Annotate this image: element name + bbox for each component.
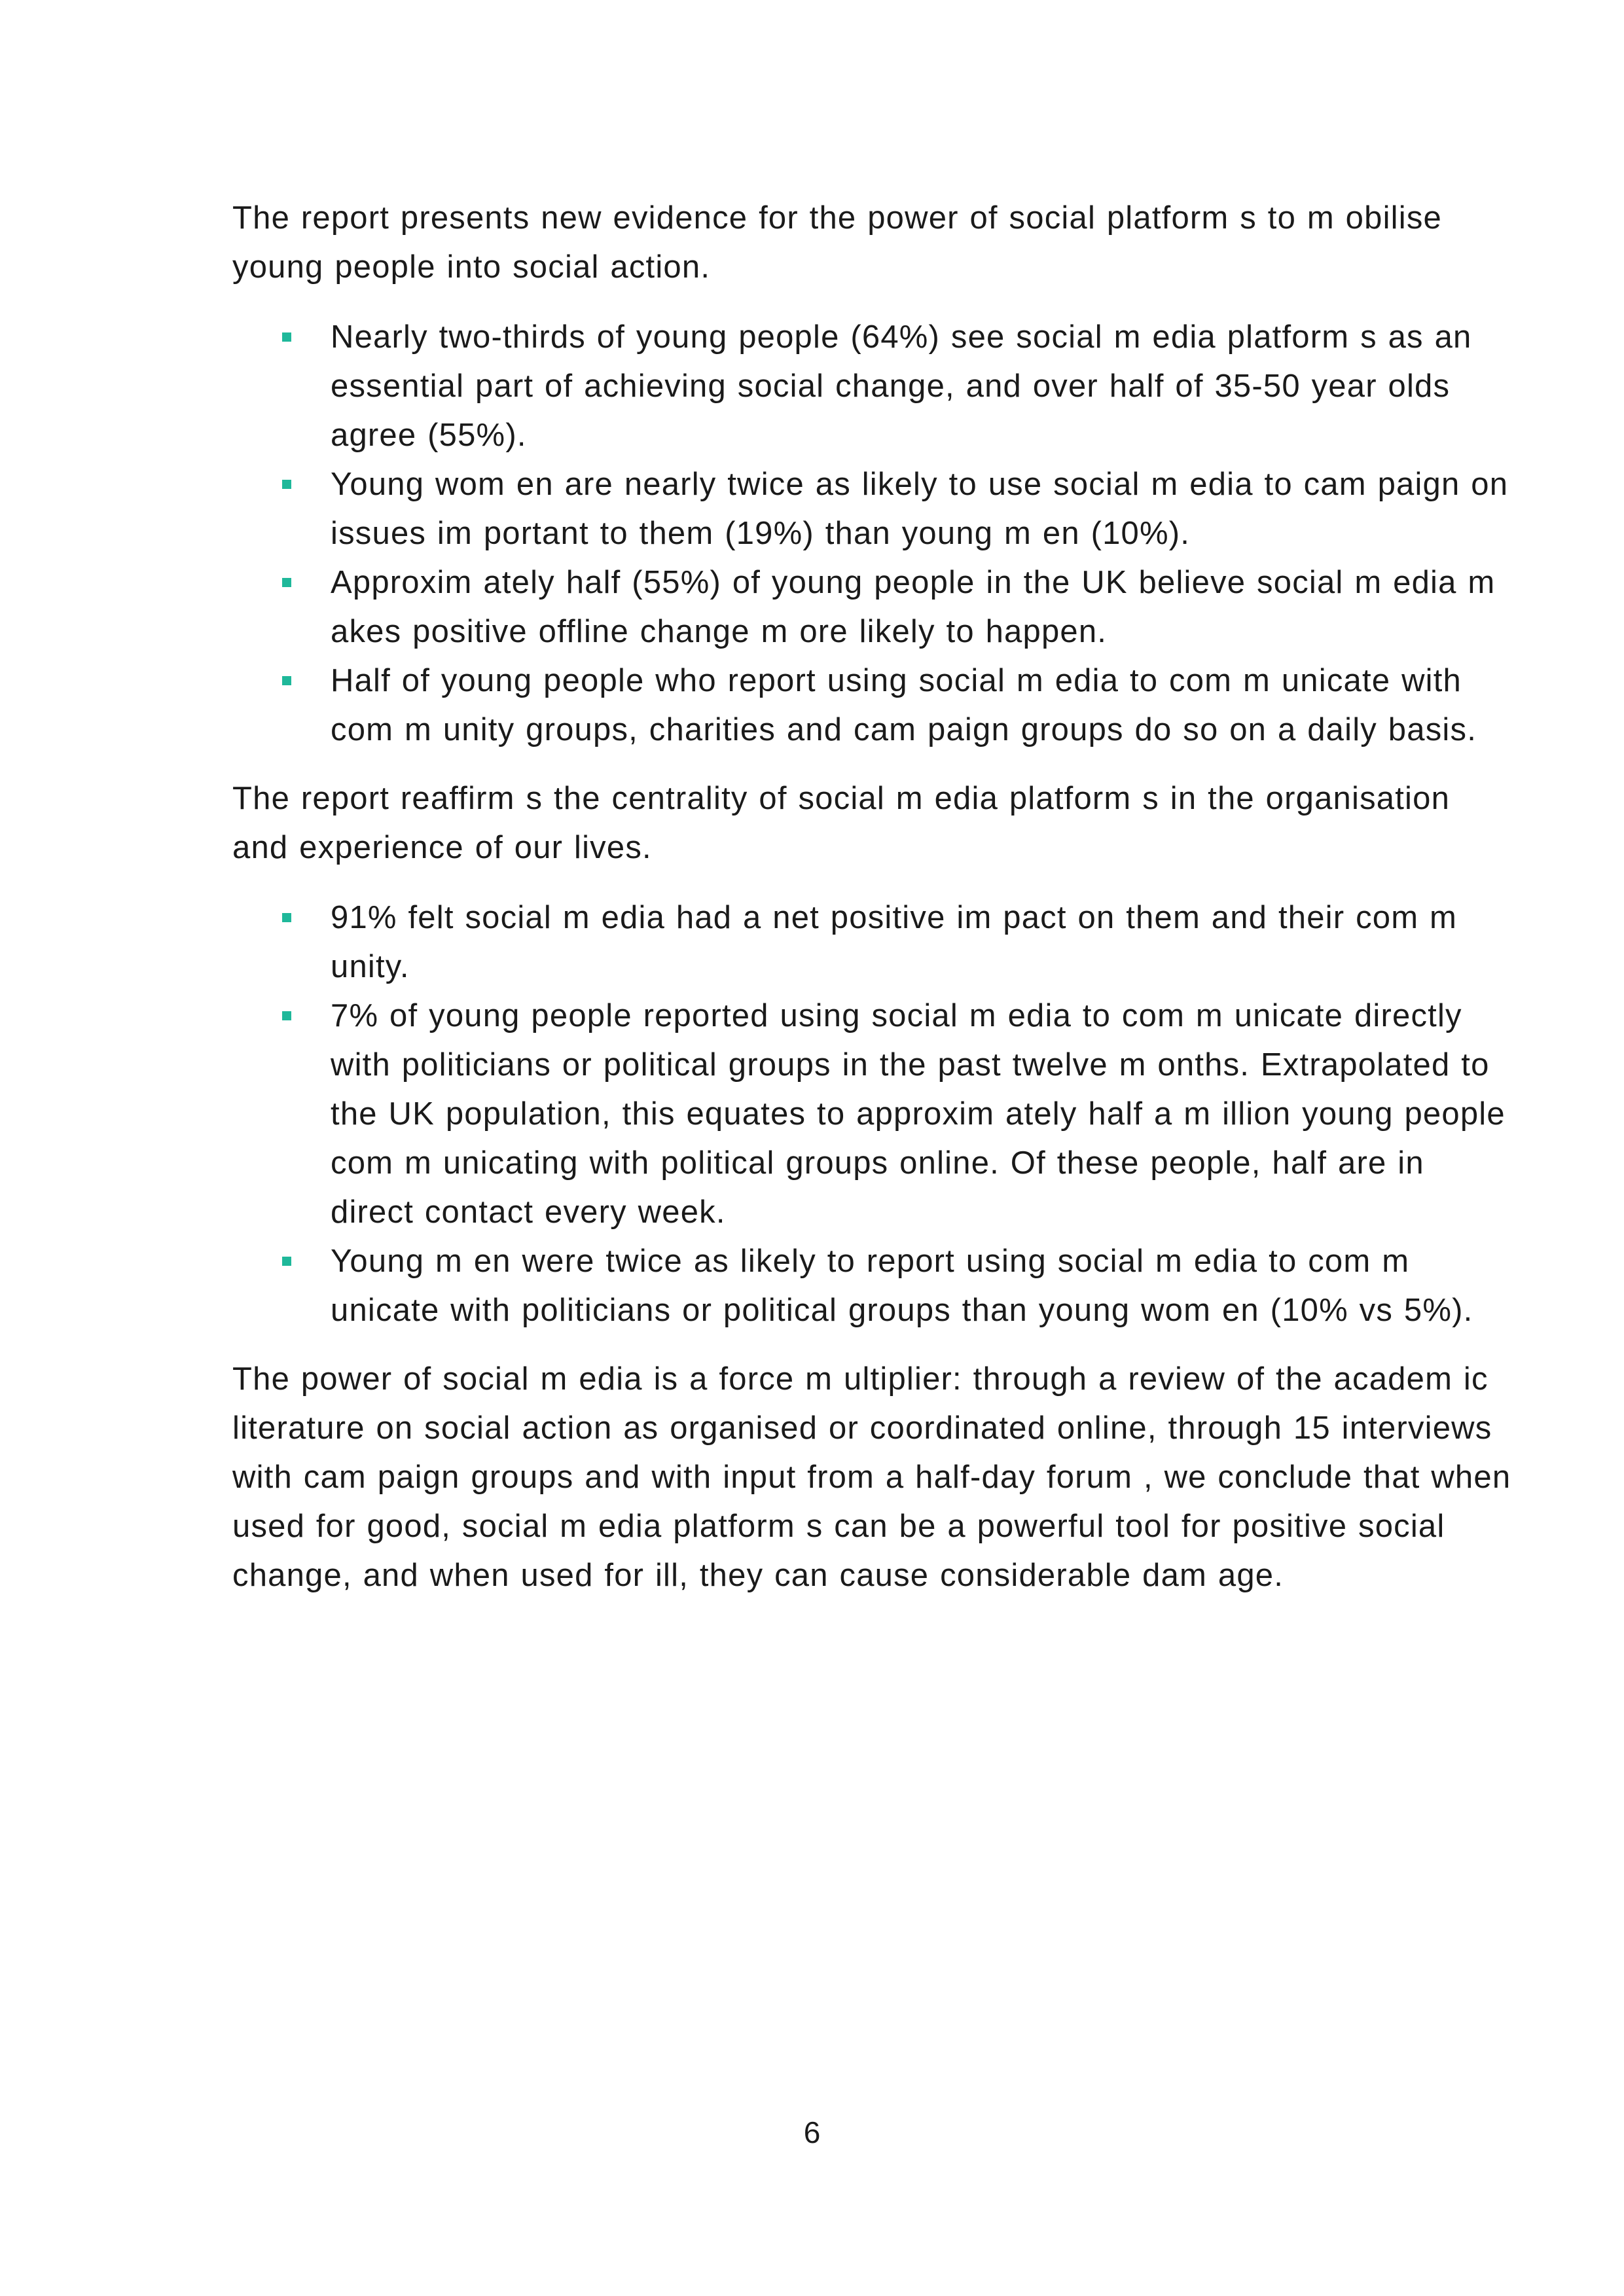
list-item: [331, 992, 1515, 1237]
list-item: [331, 558, 1515, 656]
square-bullet-icon: [282, 480, 291, 489]
square-bullet-icon: [282, 676, 291, 685]
list-item-text: 7% of young people reported using social m edia to com m unicate directly with politicians or political groups in the past twelve m onths. Extrapolated to the UK population, this equates to approxim ately half a m illion young people com m unicating with political groups online. Of these people, half are in direct contact every week.: [331, 998, 1506, 1230]
bullet-list-mobilise: [232, 313, 1515, 755]
square-bullet-icon: [282, 1011, 291, 1020]
square-bullet-icon: [282, 1257, 291, 1266]
list-item-text: 91% felt social m edia had a net positive im pact on them and their com m unity.: [331, 900, 1458, 984]
list-item-text: Half of young people who report using social m edia to com m unicate with com m unity groups, charities and cam paign groups do so on a daily basis.: [331, 663, 1477, 747]
list-item: [331, 656, 1515, 755]
square-bullet-icon: [282, 913, 291, 922]
list-item: [331, 893, 1515, 992]
list-item-text: Approxim ately half (55%) of young people in the UK believe social m edia m akes positive offline change m ore likely to happen.: [331, 565, 1496, 649]
list-item: [331, 460, 1515, 558]
paragraph-force-multiplier: The power of social m edia is a force m ultiplier: through a review of the academ ic literature on social action as organised or coordinated online, through 15 interviews with cam paign groups and with input from a half-day forum , we conclude that when used for good, social m edia platform s can be a powerful tool for positive social change, and when used for ill, they can cause considerable dam age.: [232, 1361, 1511, 1593]
page-number: 6: [803, 2115, 821, 2149]
square-bullet-icon: [282, 332, 291, 342]
list-item-text: Young m en were twice as likely to report using social m edia to com m unicate with politicians or political groups than young wom en (10% vs 5%).: [331, 1244, 1473, 1328]
list-item: [331, 313, 1515, 460]
list-item: [331, 1237, 1515, 1335]
list-item-text: Nearly two-thirds of young people (64%) see social m edia platform s as an essential part of achieving social change, and over half of 35-50 year olds agree (55%).: [331, 319, 1472, 453]
square-bullet-icon: [282, 578, 291, 587]
bullet-list-centrality: [232, 893, 1515, 1335]
paragraph-intro: The report presents new evidence for the power of social platform s to m obilise young people into social action.: [232, 200, 1442, 285]
paragraph-centrality: The report reaffirm s the centrality of social m edia platform s in the organisation and experience of our lives.: [232, 781, 1451, 865]
list-item-text: Young wom en are nearly twice as likely to use social m edia to cam paign on issues im portant to them (19%) than young m en (10%).: [331, 467, 1509, 551]
document-body: [232, 194, 1515, 1600]
